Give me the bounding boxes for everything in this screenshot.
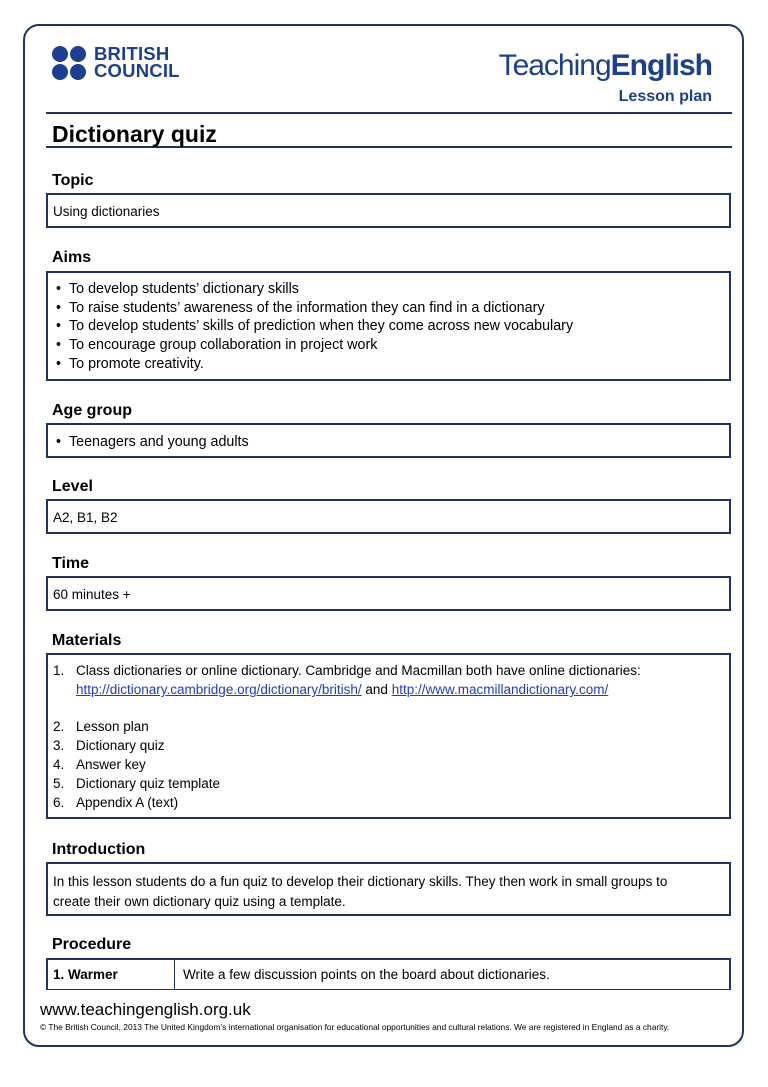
age-group-heading: Age group — [52, 402, 132, 419]
age-group-item: • Teenagers and young adults — [53, 433, 723, 452]
topic-heading: Topic — [52, 172, 94, 189]
aim-item: • To raise students’ awareness of the information they can find in a dictionary — [53, 299, 723, 318]
list-number: 2. — [53, 719, 65, 734]
level-text: A2, B1, B2 — [53, 510, 118, 525]
topic-box — [46, 193, 731, 228]
materials-box — [46, 653, 731, 819]
logo-line-2: COUNCIL — [94, 60, 180, 81]
footer-copyright: © The British Council, 2013 The United Kingdom’s international organisation for educational opportunities and cultural relations. We are registered in England as a charity. — [40, 1022, 670, 1032]
logo-part-1: Teaching — [498, 49, 611, 82]
procedure-text: Write a few discussion points on the board about dictionaries. — [183, 967, 550, 982]
level-heading: Level — [52, 478, 93, 495]
list-text: Class dictionaries or online dictionary. Cambridge and Macmillan both have online dictionaries: — [76, 663, 641, 678]
list-text: Appendix A (text) — [76, 795, 179, 810]
list-number: 4. — [53, 757, 65, 772]
list-item — [53, 736, 723, 755]
materials-heading: Materials — [52, 632, 122, 649]
link-join: and — [365, 682, 388, 697]
time-text: 60 minutes + — [53, 587, 131, 602]
footer-url[interactable]: www.teachingenglish.org.uk — [40, 1000, 251, 1019]
logo-part-2: English — [610, 49, 712, 82]
aims-box — [46, 271, 731, 381]
introduction-box — [46, 862, 731, 916]
level-box — [46, 499, 731, 534]
list-number: 5. — [53, 776, 65, 791]
aims-heading: Aims — [52, 249, 92, 266]
list-item — [53, 755, 723, 774]
teaching-english-logo — [499, 49, 712, 83]
cambridge-link[interactable]: http://dictionary.cambridge.org/dictionary/british/ — [76, 682, 362, 697]
time-heading: Time — [52, 555, 90, 572]
introduction-heading: Introduction — [52, 841, 146, 858]
list-item — [53, 717, 723, 736]
list-number: 3. — [53, 738, 65, 753]
list-number: 1. — [53, 663, 65, 678]
list-text: Answer key — [76, 757, 146, 772]
aim-item: • To promote creativity. — [53, 355, 723, 374]
procedure-heading: Procedure — [52, 936, 132, 953]
list-text: Dictionary quiz template — [76, 776, 221, 791]
procedure-table — [46, 958, 731, 990]
page-title: Dictionary quiz — [52, 121, 217, 147]
introduction-line-2: create their own dictionary quiz using a template. — [53, 893, 346, 909]
aim-item: • To develop students’ skills of prediction when they come across new vocabulary — [53, 317, 723, 336]
age-group-box — [46, 423, 731, 458]
list-number: 6. — [53, 795, 65, 810]
list-text: Lesson plan — [76, 719, 149, 734]
list-item — [53, 793, 723, 812]
aim-item: • To encourage group collaboration in project work — [53, 336, 723, 355]
logo-line-1: BRITISH — [94, 43, 170, 64]
list-text: Dictionary quiz — [76, 738, 165, 753]
introduction-line-1: In this lesson students do a fun quiz to develop their dictionary skills. They then work in small groups to — [53, 874, 668, 889]
table-divider — [174, 960, 175, 989]
procedure-step: 1. Warmer — [53, 967, 118, 982]
list-item — [53, 774, 723, 793]
links-row — [53, 680, 723, 699]
doc-type-label: Lesson plan — [618, 88, 712, 105]
logo-dots-icon — [52, 46, 88, 82]
topic-text: Using dictionaries — [53, 204, 160, 219]
list-item — [53, 661, 723, 680]
time-box — [46, 576, 731, 611]
aim-item: • To develop students’ dictionary skills — [53, 280, 723, 299]
macmillan-link[interactable]: http://www.macmillandictionary.com/ — [391, 682, 609, 697]
